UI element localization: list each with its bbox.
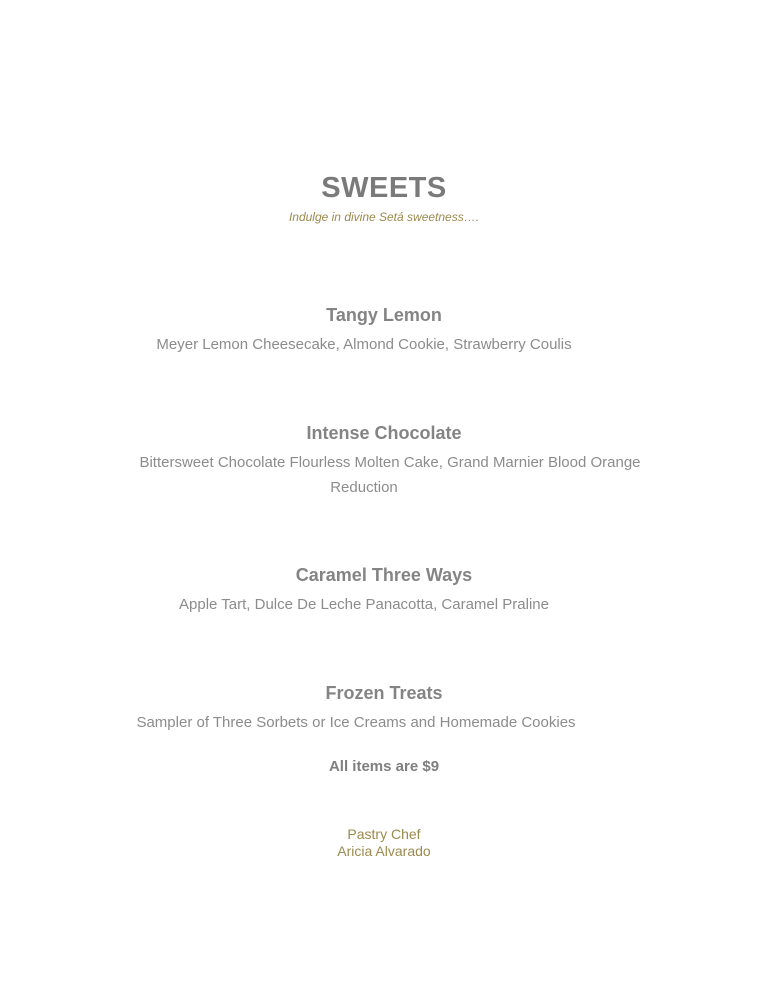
price-note: All items are $9 xyxy=(328,758,440,775)
item-description-caramel-three-ways: Apple Tart, Dulce De Leche Panacotta, Caramel Praline xyxy=(179,596,549,613)
item-description-frozen-treats: Sampler of Three Sorbets or Ice Creams and Homemade Cookies xyxy=(136,714,576,731)
item-name-caramel-three-ways: Caramel Three Ways xyxy=(295,565,473,585)
chef-credit xyxy=(0,826,768,860)
page-title: SWEETS xyxy=(321,172,447,204)
chef-name: Aricia Alvarado xyxy=(337,843,431,859)
chef-role: Pastry Chef xyxy=(347,826,421,842)
item-name-intense-chocolate: Intense Chocolate xyxy=(306,423,462,443)
item-description-intense-chocolate-line1: Bittersweet Chocolate Flourless Molten Cake, Grand Marnier Blood Orange xyxy=(139,454,641,471)
item-description-tangy-lemon: Meyer Lemon Cheesecake, Almond Cookie, Strawberry Coulis xyxy=(156,336,572,353)
item-name-frozen-treats: Frozen Treats xyxy=(325,683,443,703)
item-description-intense-chocolate-line2: Reduction xyxy=(330,479,398,496)
item-name-tangy-lemon: Tangy Lemon xyxy=(326,305,442,325)
page-subtitle: Indulge in divine Setá sweetness…. xyxy=(288,210,480,224)
